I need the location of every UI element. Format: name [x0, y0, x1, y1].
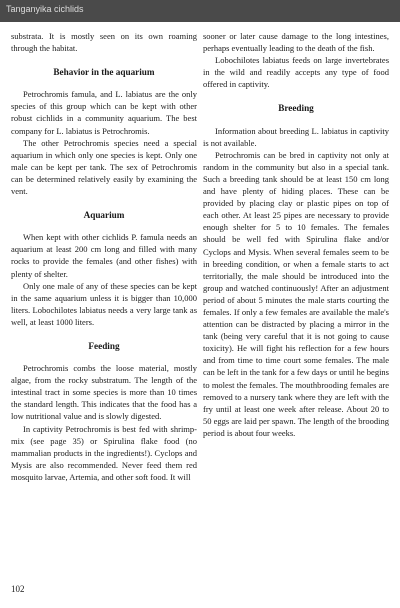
left-paragraph: In captivity Petrochromis is best fed with shrimp-mix (see page 35) or Spirulina flake food (no mammalian products in the ingredients!). Cyclops and Mysis are also recommended. Never feed them red mosquito larvae, Artemia, and other soft food. It will: [11, 423, 197, 482]
heading-feeding: Feeding: [88, 340, 120, 351]
heading-aquarium: Aquarium: [83, 210, 125, 221]
right-paragraph-continued: sooner or later cause damage to the long intestines, perhaps eventually leading to the death of the fish.: [203, 31, 389, 54]
page-number: 102: [11, 584, 25, 594]
left-paragraph: Petrochromis combs the loose material, mostly algae, from the rocky substratum. The length of the intestinal tract in some species is more than 10 times the standard length. This indicates that the food has a low nutritional value and is slowly digested.: [11, 363, 197, 422]
running-header-title: Tanganyika cichlids: [6, 4, 84, 14]
running-header-bar: [0, 0, 400, 22]
heading-behavior: Behavior in the aquarium: [53, 67, 155, 78]
right-paragraph: Information about breeding L. labiatus in captivity is not available.: [203, 125, 389, 148]
left-paragraph: The other Petrochromis species need a special aquarium in which only one species is kept. Only one male can be kept per tank. The sex of Petrochromis can be determined relatively easily by examining the vent.: [11, 137, 197, 197]
right-paragraph: Petrochromis can be bred in captivity not only at random in the community but also in a special tank. Such a breeding tank should be at least 150 cm long and have plenty of hiding places. These can be provided by placing clay or plastic pipes on top of each other. At least 25 pipes are necessary to provide enough shelter for 5 to 10 females. The females should be well fed with Spirulina flake and/or Cyclops and Mysis. When several females seem to be in breeding condition, or when a female starts to act territorially, the male should be introduced into the group and watched continuously! After an adjustment period of about 5 minutes the male starts courting the females. If only a few females are available the male's attention can be distracted by placing a mirror in the tank (being very careful that it is not going to cause toxicity). He will fight his reflection for a few hours and from time to time court some females. The male can be left in the tank for a few days or until he begins to molest the females. The mouthbrooding females are removed to a nursery tank where they are left with the fry until at least one week after release. About 20 to 50 eggs are laid per spawn. The length of the brooding period is about four weeks.: [203, 149, 389, 438]
right-paragraph: Lobochilotes labiatus feeds on large invertebrates in the wild and readily accepts any type of food offered in captivity.: [203, 55, 389, 90]
right-column: [203, 30, 389, 439]
heading-breeding: Breeding: [278, 103, 314, 114]
left-paragraph: Petrochromis famula, and L. labiatus are the only species of this group which can be kept with other robust cichlids in a community aquarium. The best company for L. labiatus is Petrochromis.: [11, 89, 197, 136]
left-paragraph: Only one male of any of these species can be kept in the same aquarium unless it is bigger than 10,000 liters. Lobochilotes labiatus needs a very large tank as well, at least 1000 liters.: [11, 280, 197, 327]
left-column: [11, 30, 197, 483]
left-paragraph: When kept with other cichlids P. famula needs an aquarium at least 200 cm long and filled with many rocks to provide the females (and other fishes) with plenty of shelter.: [11, 232, 197, 279]
left-paragraph-continued: substrata. It is mostly seen on its own roaming through the habitat.: [11, 31, 197, 54]
